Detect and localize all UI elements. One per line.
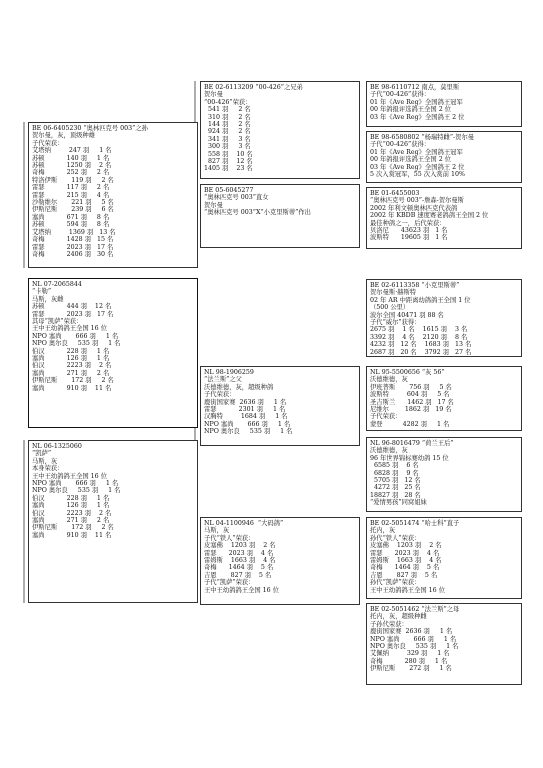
box-line: 子代荣获： xyxy=(370,413,402,421)
box-line: 伯汉 228 羽 1 名 xyxy=(32,347,110,355)
box-line: 马斯，灰雌 xyxy=(32,295,64,303)
box-line: “奥林匹克号 003”直女 xyxy=(204,194,269,202)
box-line: 吉恩 827 羽 5 名 xyxy=(370,571,438,579)
sire-dam-box xyxy=(200,184,360,248)
box-line: 18827 羽 28 名 xyxy=(370,491,421,499)
box-line: BE 06-6405230 “奥林匹克号 003”之孙 xyxy=(32,125,148,132)
box-line: 尼维尔 1862 羽 19 名 xyxy=(370,406,452,414)
box-line: 子代荣获： xyxy=(32,139,64,147)
box-line: 沃德维德，灰，超级种鸽 xyxy=(204,383,274,391)
box-line: NL 06-1325060 xyxy=(32,443,82,450)
box-line: “奥林匹克号 003”-詹森-贺尔曼斯 xyxy=(370,197,464,205)
box-line: 雷瑟 2023 羽 4 名 xyxy=(370,549,440,557)
box-line: 本身荣获： xyxy=(32,465,64,473)
box-line: 贺尔曼，灰，顶级种雄 xyxy=(32,132,95,140)
box-line: BE 02-5051462 “法兰斯”之母 xyxy=(370,606,460,613)
box-line: 子代“凯萨”荣获： xyxy=(204,579,255,587)
box-line: 1405 羽 23 名 xyxy=(204,165,253,173)
box-line: 鹿街国家赛 2636 羽 1 名 xyxy=(204,398,287,406)
box-line: 2675 羽 1 名 1615 羽 3 名 xyxy=(370,326,468,334)
box-line: NL 96-8016479 “荷兰王后” xyxy=(370,440,454,447)
box-line: NPO 塞尚 666 羽 1 名 xyxy=(370,635,457,643)
box-line: 奇梅 252 羽 2 名 xyxy=(32,169,110,177)
box-line: NPO 塞尚 666 羽 1 名 xyxy=(32,332,119,340)
box-line: 5705 羽 12 名 xyxy=(370,477,421,485)
box-line: 汉胸特 1684 羽 1 名 xyxy=(204,413,288,421)
dds-box xyxy=(366,517,522,599)
box-line: BE 02-6113209 “00-426”之兄弟 xyxy=(204,84,303,91)
box-line: 吉恩 827 羽 5 名 xyxy=(204,571,272,579)
box-line: 塞尚 271 羽 2 名 xyxy=(32,369,110,377)
box-line: 伊斯尼斯 272 羽 1 名 xyxy=(370,665,452,673)
box-line: 特洛伊斯 119 羽 2 名 xyxy=(32,176,114,184)
box-line: 3392 羽 4 名 2120 羽 8 名 xyxy=(370,333,468,341)
box-line: “法兰斯”之父 xyxy=(204,376,242,384)
box-line: BE 05-6045277 xyxy=(204,187,254,194)
box-line: 塞尚 271 羽 2 名 xyxy=(32,517,110,525)
box-line: BE 02-5051474 “哈士科”直子 xyxy=(370,520,460,527)
box-line: 波斯特 19605 羽 1 名 xyxy=(370,234,448,242)
box-line: 雷瑟 2023 羽 17 名 xyxy=(32,310,114,318)
box-line: 苏顿 1250 羽 2 名 xyxy=(32,162,112,170)
box-line: 伊斯尼斯 239 羽 6 名 xyxy=(32,206,114,214)
sire-sire-box xyxy=(200,81,360,179)
sire-box xyxy=(28,122,198,268)
box-line: 雷瑟 215 羽 4 名 xyxy=(32,191,110,199)
box-line: 塞尚 910 羽 11 名 xyxy=(32,384,112,392)
box-line: 苏顿 140 羽 1 名 xyxy=(32,154,110,162)
box-line: 蒙登 4282 羽 1 名 xyxy=(370,420,450,428)
box-line: 144 羽 2 名 xyxy=(204,121,251,129)
box-line: 塞尚 910 羽 11 名 xyxy=(32,531,112,539)
box-line: NPO 奥尔良 535 羽 1 名 xyxy=(32,487,121,495)
box-line: 子代“00-426”获得： xyxy=(370,91,431,99)
box-line: NL 04-1100946 “大码鸽” xyxy=(204,520,284,527)
box-line: 924 羽 2 名 xyxy=(204,128,251,136)
box-line: 王中王幼鸽鸽王全国 16 位 xyxy=(204,586,279,594)
box-line: 2002 年利文顿奥林匹克代表鸽 xyxy=(370,204,458,212)
box-line: 王中王幼鸽鸽王全国 16 位 xyxy=(370,586,445,594)
box-line: 雷瑟 2023 羽 4 名 xyxy=(204,549,274,557)
box-line: 雷瑟 2301 羽 1 名 xyxy=(204,406,286,414)
box-line: 827 羽 12 名 xyxy=(204,158,253,166)
box-line: 子代“00-426”获得： xyxy=(370,141,431,149)
box-line: 托内，灰 xyxy=(370,527,396,535)
box-line: 沃德维德，灰 xyxy=(370,447,408,455)
box-line: 奇梅 1464 羽 5 名 xyxy=(370,564,440,572)
box-line: 鹿街国家赛 2636 羽 1 名 xyxy=(370,628,453,636)
sds-box xyxy=(366,187,522,249)
box-line: 苏顿 444 羽 12 名 xyxy=(32,303,112,311)
ddd-box xyxy=(366,603,522,685)
box-line: 雷姆斯 1663 羽 4 名 xyxy=(370,557,442,565)
box-line: 310 羽 2 名 xyxy=(204,113,251,121)
box-line: 沃德维德，灰 xyxy=(370,376,408,384)
box-line: 托内，灰，超级种雌 xyxy=(370,613,427,621)
box-line: 03 年《Ave Reg》全国鸽王 2 位 xyxy=(370,113,465,121)
box-line: 皮塞佛 1203 羽 2 名 xyxy=(370,542,442,550)
box-line: 其母“凯萨”荣获： xyxy=(32,318,83,326)
box-line: NPO 奥尔良 535 羽 1 名 xyxy=(370,643,459,651)
box-line: 艾塔纳 247 羽 1 名 xyxy=(32,147,112,155)
box-line: 伊班普斯 756 羽 5 名 xyxy=(370,383,452,391)
box-line: 皮塞佛 1203 羽 2 名 xyxy=(204,542,276,550)
box-line: 马斯，灰 xyxy=(32,457,58,465)
box-line: “凯萨” xyxy=(32,450,52,458)
box-line: 塞尚 126 羽 1 名 xyxy=(32,502,110,510)
box-line: “奥林匹克号 003”X“小克里斯蒂”作出 xyxy=(204,209,311,217)
box-line: 最佳种鸽之一，后代荣获： xyxy=(370,219,446,227)
box-line: 伊斯尼斯 172 羽 2 名 xyxy=(32,377,114,385)
box-line: “00-426”荣获： xyxy=(204,98,252,106)
box-line: 00 年鸽报评选鸽王全国 2 位 xyxy=(370,106,451,114)
box-line: 子孙代荣获： xyxy=(370,620,408,628)
dam-box xyxy=(28,440,198,603)
box-line: 塞尚 126 羽 1 名 xyxy=(32,355,110,363)
box-line: 02 年 AR 中距离幼鸽鸽王全国 1 位 xyxy=(370,296,471,304)
box-line: 奇梅 1464 羽 5 名 xyxy=(204,564,274,572)
dss-box xyxy=(366,366,522,431)
box-line: 沙勒维尔 221 羽 5 名 xyxy=(32,199,114,207)
box-line: 541 羽 2 名 xyxy=(204,106,251,114)
box-line: 奇梅 2406 羽 30 名 xyxy=(32,250,114,258)
box-line: 伯汉 2223 羽 2 名 xyxy=(32,362,112,370)
box-line: 2687 羽 20 名 3792 羽 27 名 xyxy=(370,348,472,356)
box-line: 300 羽 3 名 xyxy=(204,143,251,151)
box-line: 2002 年 KBDB 速度赛老鸽鸽王全国 2 位 xyxy=(370,212,489,220)
box-line: 波斯特 604 羽 5 名 xyxy=(370,391,450,399)
box-line: 王中王幼鸽鸽王全国 16 位 xyxy=(32,472,107,480)
sdd-box xyxy=(366,279,522,357)
box-line: BE 02-6113358 “小克里斯蒂” xyxy=(370,282,460,289)
box-line: 贺尔曼 xyxy=(204,201,223,209)
box-line: 马斯，灰 xyxy=(204,527,230,535)
box-line: 塞尚 671 羽 8 名 xyxy=(32,213,110,221)
box-line: NPO 塞尚 666 羽 1 名 xyxy=(204,420,291,428)
box-line: 雷瑟 2023 羽 17 名 xyxy=(32,243,114,251)
box-line: BE 98-6110712 南点，莫里斯 xyxy=(370,84,460,91)
ssd-box xyxy=(366,131,522,183)
box-line: 341 羽 3 名 xyxy=(204,135,251,143)
dam-sire-box xyxy=(200,366,360,446)
box-line: 雷姆斯 1663 羽 4 名 xyxy=(204,557,276,565)
box-line: 558 羽 10 名 xyxy=(204,150,253,158)
sss-box xyxy=(366,81,522,127)
box-line: 子代“铁人”荣获： xyxy=(204,534,255,542)
box-line: NPO 奥尔良 535 羽 1 名 xyxy=(204,428,293,436)
box-line: 孙代“铁人”荣获： xyxy=(370,534,421,542)
box-line: 波尔全国 40471 羽 88 名 xyxy=(370,311,444,319)
box-line: 01 年《Ave Reg》全国鸽王冠军 xyxy=(370,148,463,156)
box-line: 伊斯尼斯 172 羽 2 名 xyxy=(32,524,114,532)
box-line: 5 次入赏冠军，55 次入赏前 10% xyxy=(370,171,465,179)
box-line: 子代荣获： xyxy=(204,391,236,399)
box-line: 贝洛尼 43623 羽 1 名 xyxy=(370,227,448,235)
box-line: 贺尔曼 xyxy=(204,91,223,99)
box-line: 伯汉 228 羽 1 名 xyxy=(32,494,110,502)
box-line: NPO 奥尔良 535 羽 1 名 xyxy=(32,340,121,348)
box-line: （500 公里） xyxy=(370,304,410,312)
box-line: BE 98-6580802 “杨瑞特雌”-贺尔曼 xyxy=(370,134,475,141)
box-line: 01 年《Ave Reg》全国鸽王冠军 xyxy=(370,98,463,106)
box-line: 贺尔曼斯·赫斯特 xyxy=(370,289,417,297)
box-line: 艾佩纳 329 羽 1 名 xyxy=(370,650,450,658)
box-line: 伯汉 2223 羽 2 名 xyxy=(32,509,112,517)
box-line: BE 01-6455003 xyxy=(370,190,420,197)
box-line: 6585 羽 6 名 xyxy=(370,462,419,470)
box-line: 孙代“凯萨”荣获： xyxy=(370,579,421,587)
box-line: 圣吉斯兰 1462 羽 17 名 xyxy=(370,398,454,406)
box-line: NL 95-5500656 “灰 56” xyxy=(370,369,445,376)
box-line: 奇梅 280 羽 1 名 xyxy=(370,657,448,665)
box-line: 4272 羽 25 名 xyxy=(370,484,421,492)
box-line: 00 年鸽报评选鸽王全国 2 位 xyxy=(370,156,451,164)
box-line: 雷瑟 117 羽 2 名 xyxy=(32,184,110,192)
box-line: NPO 塞尚 666 羽 1 名 xyxy=(32,480,119,488)
box-line: 6828 羽 9 名 xyxy=(370,469,419,477)
box-line: “爱情男孩”同窝姐妹 xyxy=(370,499,427,507)
box-line: 子代“威尔”获得： xyxy=(370,319,421,327)
box-line: NL 07-2065844 xyxy=(32,281,82,288)
box-line: 4232 羽 12 名 1683 羽 13 名 xyxy=(370,341,472,349)
box-line: “卡勒” xyxy=(32,288,52,296)
box-line: 96 年世界锦标赛幼鸽 15 位 xyxy=(370,454,449,462)
box-line: 苏顿 594 羽 8 名 xyxy=(32,221,110,229)
dam-dam-box xyxy=(200,517,360,605)
box-line: 王中王幼鸽鸽王全国 16 位 xyxy=(32,325,107,333)
main-pigeon-box xyxy=(28,278,198,428)
box-line: 奇梅 1428 羽 15 名 xyxy=(32,236,114,244)
box-line: 艾塔纳 1369 羽 13 名 xyxy=(32,228,116,236)
dsd-box xyxy=(366,437,522,512)
box-line: NL 98-1906259 xyxy=(204,369,254,376)
box-line: 03 年《Ave Reg》全国鸽王 2 位 xyxy=(370,163,465,171)
